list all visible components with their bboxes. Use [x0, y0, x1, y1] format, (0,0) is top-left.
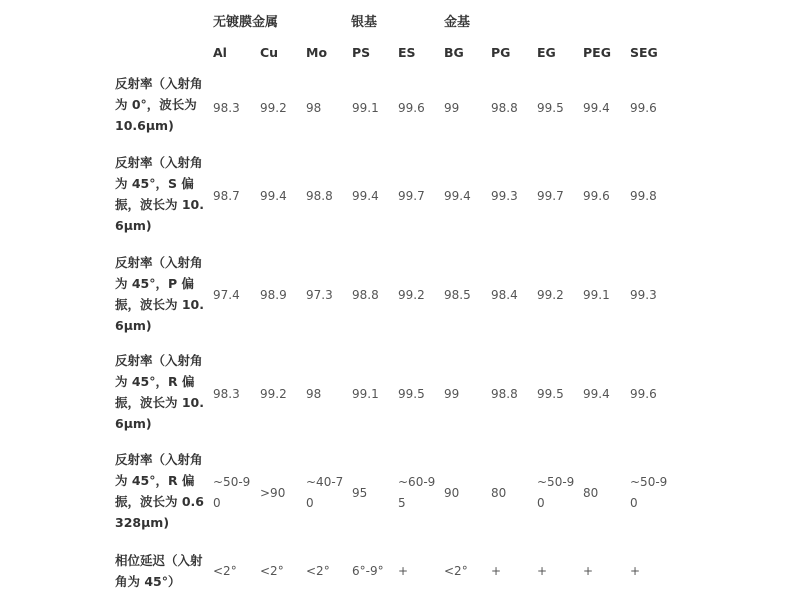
cell-r2-cu: 98.9	[260, 288, 287, 302]
cell-r2-ps: 98.8	[352, 288, 379, 302]
col-header-es: ES	[398, 45, 416, 60]
cell-r3-seg: 99.6	[630, 387, 657, 401]
cell-r0-pg: 98.8	[491, 101, 518, 115]
col-header-ps: PS	[352, 45, 371, 60]
cell-r4-bg: 90	[444, 486, 460, 500]
cell-r3-peg: 99.4	[583, 387, 610, 401]
cell-r0-ps: 99.1	[352, 101, 379, 115]
cell-r1-al: 98.7	[213, 189, 240, 203]
row-header-reflectance-45deg-p: 反射率（入射角为 45°，P 偏振，波长为 10.6μm)	[115, 255, 204, 333]
row-header-reflectance-45deg-r: 反射率（入射角为 45°，R 偏振，波长为 10.6μm)	[115, 353, 204, 431]
cell-r5-seg: +	[630, 564, 641, 578]
cell-r4-ps: 95	[352, 486, 368, 500]
cell-r3-mo: 98	[306, 387, 322, 401]
col-header-seg: SEG	[630, 45, 658, 60]
cell-r5-ps: 6°-9°	[352, 564, 384, 578]
cell-r2-peg: 99.1	[583, 288, 610, 302]
cell-r5-bg: <2°	[444, 564, 468, 578]
cell-r3-pg: 98.8	[491, 387, 518, 401]
cell-r1-seg: 99.8	[630, 189, 657, 203]
cell-r1-bg: 99.4	[444, 189, 471, 203]
cell-r0-mo: 98	[306, 101, 322, 115]
cell-r4-seg: ~50-90	[630, 475, 668, 510]
cell-r4-cu: >90	[260, 486, 286, 500]
cell-r2-es: 99.2	[398, 288, 425, 302]
cell-r4-al: ~50-90	[213, 475, 251, 510]
cell-r3-al: 98.3	[213, 387, 240, 401]
col-header-bg: BG	[444, 45, 464, 60]
cell-r4-eg: ~50-90	[537, 475, 575, 510]
group-gold-based: 金基	[444, 15, 471, 30]
row-header-reflectance-0deg: 反射率（入射角为 0°，波长为 10.6μm)	[115, 76, 203, 133]
cell-r3-eg: 99.5	[537, 387, 564, 401]
cell-r4-es: ~60-95	[398, 475, 436, 510]
cell-r2-al: 97.4	[213, 288, 240, 302]
cell-r3-bg: 99	[444, 387, 460, 401]
cell-r0-es: 99.6	[398, 101, 425, 115]
cell-r0-eg: 99.5	[537, 101, 564, 115]
cell-r3-ps: 99.1	[352, 387, 379, 401]
cell-r0-peg: 99.4	[583, 101, 610, 115]
cell-r1-peg: 99.6	[583, 189, 610, 203]
cell-r3-es: 99.5	[398, 387, 425, 401]
cell-r2-mo: 97.3	[306, 288, 333, 302]
col-header-pg: PG	[491, 45, 511, 60]
cell-r4-mo: ~40-70	[306, 475, 344, 510]
cell-r1-es: 99.7	[398, 189, 425, 203]
col-header-cu: Cu	[260, 45, 279, 60]
col-header-mo: Mo	[306, 45, 328, 60]
cell-r1-eg: 99.7	[537, 189, 564, 203]
cell-r2-pg: 98.4	[491, 288, 518, 302]
cell-r0-bg: 99	[444, 101, 460, 115]
cell-r0-cu: 99.2	[260, 101, 287, 115]
cell-r5-al: <2°	[213, 564, 237, 578]
group-uncoated-metals: 无镀膜金属	[213, 15, 279, 30]
group-silver-based: 银基	[351, 15, 378, 30]
cell-r1-mo: 98.8	[306, 189, 333, 203]
row-header-phase-retardation: 相位延迟（入射角为 45°）	[115, 553, 203, 589]
cell-r0-al: 98.3	[213, 101, 240, 115]
col-header-al: Al	[213, 45, 227, 60]
col-header-peg: PEG	[583, 45, 611, 60]
cell-r4-pg: 80	[491, 486, 507, 500]
col-header-eg: EG	[537, 45, 556, 60]
cell-r5-cu: <2°	[260, 564, 284, 578]
cell-r1-ps: 99.4	[352, 189, 379, 203]
cell-r2-bg: 98.5	[444, 288, 471, 302]
cell-r1-cu: 99.4	[260, 189, 287, 203]
row-header-reflectance-45deg-r-visible: 反射率（入射角为 45°，R 偏振，波长为 0.6328μm)	[115, 452, 204, 530]
cell-r3-cu: 99.2	[260, 387, 287, 401]
cell-r5-es: +	[398, 564, 409, 578]
cell-r5-peg: +	[583, 564, 594, 578]
cell-r1-pg: 99.3	[491, 189, 518, 203]
row-header-reflectance-45deg-s: 反射率（入射角为 45°，S 偏振，波长为 10.6μm)	[115, 155, 204, 233]
cell-r2-seg: 99.3	[630, 288, 657, 302]
cell-r2-eg: 99.2	[537, 288, 564, 302]
cell-r5-mo: <2°	[306, 564, 330, 578]
cell-r0-seg: 99.6	[630, 101, 657, 115]
cell-r5-pg: +	[491, 564, 502, 578]
cell-r4-peg: 80	[583, 486, 599, 500]
cell-r5-eg: +	[537, 564, 548, 578]
